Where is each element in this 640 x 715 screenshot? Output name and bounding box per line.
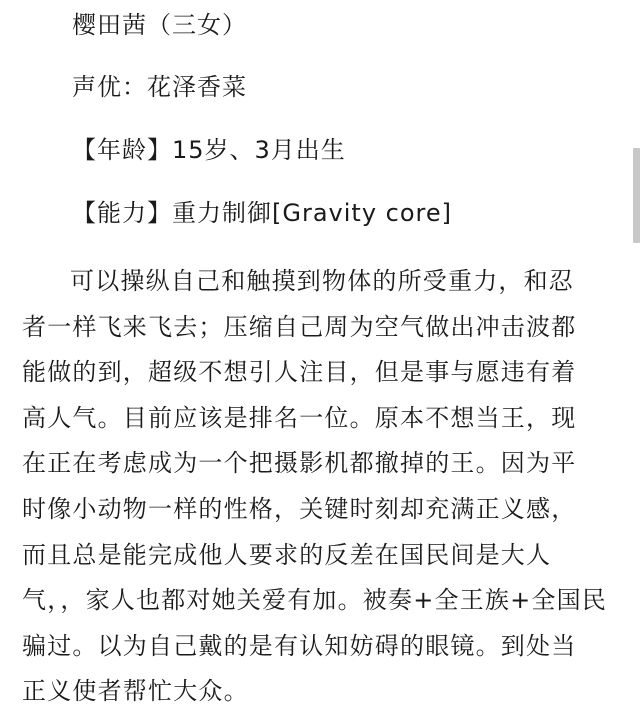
age-line: 【年龄】15岁、3月出生	[72, 136, 346, 164]
paragraph-line: 正义使者帮忙大众。	[22, 677, 249, 706]
paragraph-line: 气，，家人也都对她关爱有加。被奏+全王族+全国民	[22, 586, 608, 615]
description-paragraph	[22, 259, 618, 715]
paragraph-line: 而且总是能完成他人要求的反差在国民间是大人	[22, 540, 552, 569]
paragraph-line: 骗过。以为自己戴的是有认知妨碍的眼镜。到处当	[22, 631, 577, 660]
paragraph-line: 能做的到，超级不想引人注目，但是事与愿违有着	[22, 358, 577, 387]
vertical-scrollbar[interactable]	[633, 148, 640, 243]
paragraph-line: 高人气。目前应该是排名一位。原本不想当王，现	[22, 403, 577, 432]
ability-line: 【能力】重力制御[Gravity core]	[72, 199, 452, 227]
character-name-heading: 樱田茜（三女）	[72, 11, 247, 39]
paragraph-line: 者一样飞来飞去；压缩自己周为空气做出冲击波都	[22, 312, 577, 341]
paragraph-line: 时像小动物一样的性格，关键时刻却充满正义感，	[22, 494, 577, 523]
voice-actor-line: 声优：花泽香菜	[72, 73, 247, 101]
paragraph-line: 在正在考虑成为一个把摄影机都撤掉的王。因为平	[22, 449, 577, 478]
paragraph-line: 可以操纵自己和触摸到物体的所受重力，和忍	[70, 267, 574, 295]
